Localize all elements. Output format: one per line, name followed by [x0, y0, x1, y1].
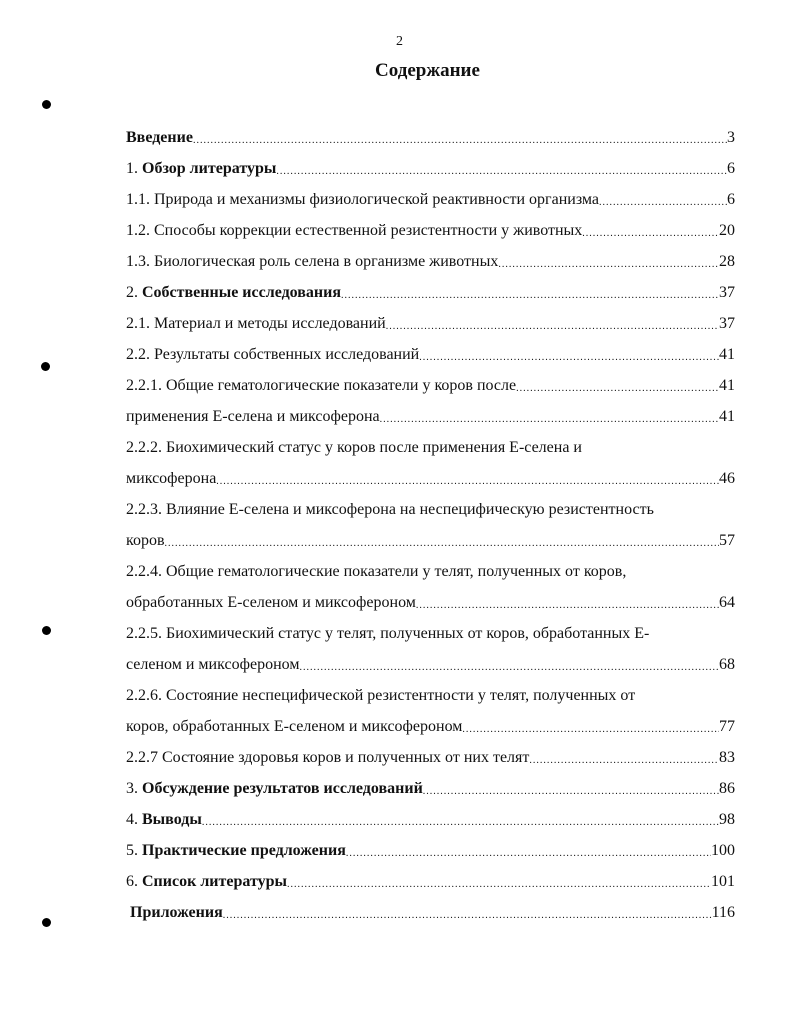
toc-entry — [126, 343, 735, 374]
toc-entry-label — [126, 312, 386, 343]
toc-entry-number: 2.2.2. — [126, 439, 166, 456]
dot-leader — [193, 126, 727, 157]
toc-entry-number: 2.2. — [126, 346, 154, 363]
dot-leader — [416, 591, 719, 622]
toc-entry-label — [126, 622, 649, 653]
toc-entry — [126, 870, 735, 901]
toc-entry-title: Приложения — [130, 904, 223, 921]
toc-entry-label — [126, 653, 299, 684]
page-number: 2 — [396, 34, 403, 49]
toc-entry-title: Собственные исследования — [142, 284, 342, 301]
toc-entry-label — [126, 436, 582, 467]
toc-entry-title: коров — [126, 532, 165, 549]
toc-entry-label — [126, 281, 341, 312]
toc-entry-title: миксоферона — [126, 470, 217, 487]
punch-hole-mark — [42, 100, 51, 109]
toc-entry-label — [126, 746, 529, 777]
toc-entry-number: 2.2.7 — [126, 749, 162, 766]
punch-hole-mark — [42, 626, 51, 635]
toc-entry-label — [126, 343, 419, 374]
toc-entry — [126, 839, 735, 870]
toc-entry-number: 6. — [126, 873, 142, 890]
toc-entry-number: 1.1. — [126, 191, 154, 208]
toc-entry-title: Практические предложения — [142, 842, 346, 859]
toc-entry — [126, 157, 735, 188]
dot-leader — [223, 901, 712, 932]
toc-entry-number: 2.2.6. — [126, 687, 166, 704]
toc-entry-label — [126, 467, 216, 498]
dot-leader — [341, 281, 719, 312]
toc-entry-label — [126, 126, 193, 157]
dot-leader — [202, 808, 719, 839]
toc-entry — [126, 281, 735, 312]
toc-entry-label — [126, 808, 202, 839]
toc-entry-title: Список литературы — [142, 873, 287, 890]
toc-entry-page: 101 — [711, 873, 735, 890]
toc-entry-page: 41 — [719, 377, 735, 394]
toc-entry-page: 100 — [711, 842, 735, 859]
toc-entry-title: Биохимический статус у коров после применения Е-селена и — [166, 439, 582, 456]
toc-entry — [126, 622, 735, 653]
toc-entry — [126, 188, 735, 219]
toc-entry-page: 64 — [719, 594, 735, 611]
punch-hole-mark — [41, 362, 50, 371]
toc-entry-number: 1.3. — [126, 253, 154, 270]
toc-entry — [126, 560, 735, 591]
toc-entry — [126, 405, 735, 436]
toc-entry-label — [126, 839, 346, 870]
toc-entry-title: Результаты собственных исследований — [154, 346, 420, 363]
toc-entry-title: Общие гематологические показатели у коров после — [166, 377, 517, 394]
toc-entry-number: 2.2.1. — [126, 377, 166, 394]
toc-entry-page: 6 — [727, 160, 735, 177]
toc-entry-title: Влияние Е-селена и миксоферона на неспецифическую резистентность — [166, 501, 654, 518]
toc-entry-title: Общие гематологические показатели у телят, полученных от коров, — [166, 563, 627, 580]
toc-entry-number: 2.2.4. — [126, 563, 166, 580]
toc-entry-label — [126, 684, 635, 715]
toc-entry-number: 2. — [126, 284, 142, 301]
toc-entry-title: Природа и механизмы физиологической реактивности организма — [154, 191, 600, 208]
toc-entry — [126, 901, 735, 932]
toc-entry — [126, 498, 735, 529]
toc-entry-page: 28 — [719, 253, 735, 270]
toc-entry — [126, 312, 735, 343]
toc-entry — [126, 684, 735, 715]
toc-entry-label — [126, 715, 462, 746]
toc-entry-title: коров, обработанных Е-селеном и миксофероном — [126, 718, 463, 735]
toc-entry-page: 41 — [719, 408, 735, 425]
toc-entry-title: Введение — [126, 129, 193, 146]
toc-entry-number: 1. — [126, 160, 142, 177]
toc-entry-label — [126, 777, 423, 808]
toc-entry-label — [126, 157, 276, 188]
dot-leader — [276, 157, 727, 188]
punch-hole-mark — [42, 918, 51, 927]
toc-entry — [126, 591, 735, 622]
toc-entry-label — [126, 901, 223, 932]
dot-leader — [346, 839, 711, 870]
toc-entry-number: 2.2.5. — [126, 625, 166, 642]
toc-entry — [126, 374, 735, 405]
toc-entry-title: Способы коррекции естественной резистентности у животных — [154, 222, 583, 239]
toc-entry-title: Состояние неспецифической резистентности у телят, полученных от — [166, 687, 636, 704]
toc-entry-page: 86 — [719, 780, 735, 797]
toc-entry — [126, 126, 735, 157]
dot-leader — [462, 715, 719, 746]
toc-entry-title: Материал и методы исследований — [154, 315, 386, 332]
dot-leader — [599, 188, 727, 219]
dot-leader — [165, 529, 719, 560]
toc-entry-label — [126, 870, 287, 901]
toc-entry-label — [126, 529, 165, 560]
dot-leader — [380, 405, 719, 436]
toc-entry-page: 83 — [719, 749, 735, 766]
toc-entry-label — [126, 591, 416, 622]
toc-entry-label — [126, 498, 654, 529]
toc-entry — [126, 653, 735, 684]
toc-entry-number: 2.1. — [126, 315, 154, 332]
toc-entry-title: Обзор литературы — [142, 160, 277, 177]
toc-entry-number: 4. — [126, 811, 142, 828]
toc-entry — [126, 219, 735, 250]
toc-entry-number: 5. — [126, 842, 142, 859]
toc-entry-title: Обсуждение результатов исследований — [142, 780, 423, 797]
toc-entry — [126, 529, 735, 560]
toc-entry-title: обработанных Е-селеном и миксофероном — [126, 594, 416, 611]
dot-leader — [216, 467, 719, 498]
toc-entry-page: 46 — [719, 470, 735, 487]
toc-entry — [126, 808, 735, 839]
toc-entry-label — [126, 405, 380, 436]
toc-entry-label — [126, 374, 516, 405]
toc-entry-page: 37 — [719, 284, 735, 301]
toc-entry-page: 116 — [711, 904, 735, 921]
toc-entry-title: Биохимический статус у телят, полученных от коров, обработанных Е- — [166, 625, 650, 642]
toc-entry-label — [126, 219, 582, 250]
toc-entry — [126, 715, 735, 746]
dot-leader — [582, 219, 719, 250]
toc-entry — [126, 746, 735, 777]
toc-entry — [126, 777, 735, 808]
toc-entry-number: 2.2.3. — [126, 501, 166, 518]
dot-leader — [386, 312, 719, 343]
toc-entry-page: 57 — [719, 532, 735, 549]
table-of-contents — [126, 126, 735, 932]
dot-leader — [423, 777, 719, 808]
toc-entry-page: 41 — [719, 346, 735, 363]
toc-entry-page: 68 — [719, 656, 735, 673]
toc-entry-page: 77 — [719, 718, 735, 735]
dot-leader — [529, 746, 719, 777]
dot-leader — [419, 343, 719, 374]
toc-entry-page: 20 — [719, 222, 735, 239]
toc-entry-title: применения Е-селена и миксоферона — [126, 408, 380, 425]
toc-entry-page: 3 — [727, 129, 735, 146]
toc-entry-page: 37 — [719, 315, 735, 332]
dot-leader — [287, 870, 711, 901]
toc-entry-label — [126, 560, 626, 591]
toc-entry — [126, 436, 735, 467]
toc-entry-page: 98 — [719, 811, 735, 828]
toc-entry-title: Выводы — [142, 811, 202, 828]
dot-leader — [516, 374, 719, 405]
toc-entry-label — [126, 250, 498, 281]
toc-entry-title: Биологическая роль селена в организме животных — [154, 253, 499, 270]
dot-leader — [299, 653, 719, 684]
toc-entry-page: 6 — [727, 191, 735, 208]
toc-entry-title: селеном и миксофероном — [126, 656, 300, 673]
toc-entry-label — [126, 188, 599, 219]
toc-entry-title: Состояние здоровья коров и полученных от них телят — [162, 749, 530, 766]
toc-entry-number: 3. — [126, 780, 142, 797]
toc-entry — [126, 467, 735, 498]
dot-leader — [498, 250, 719, 281]
page-title: Содержание — [375, 60, 480, 81]
toc-entry — [126, 250, 735, 281]
toc-entry-number: 1.2. — [126, 222, 154, 239]
